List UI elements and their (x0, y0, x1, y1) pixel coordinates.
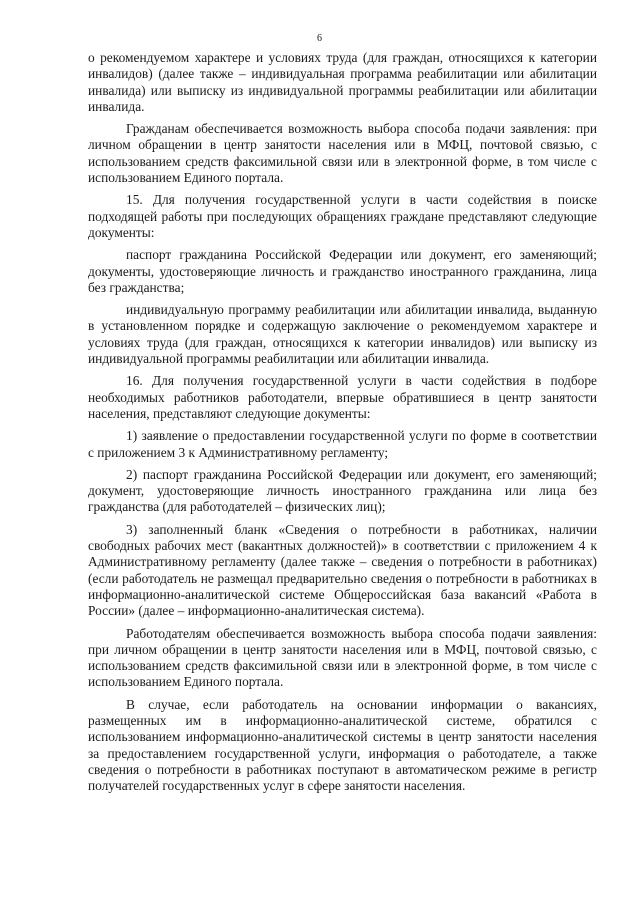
paragraph: 2) паспорт гражданина Российской Федерации или документ, его заменяющий; документ, удостоверяющие личность иностранного гражданина или лица без гражданства (для работодателей – физических лиц); (88, 466, 597, 515)
paragraph: о рекомендуемом характере и условиях труда (для граждан, относящихся к категории инвалидов) (далее также – индивидуальная программа реабилитации или абилитации инвалида) или выписку из индивидуальной программы реабилитации или абилитации инвалида. (88, 50, 597, 114)
paragraph: 16. Для получения государственной услуги в части содействия в подборе необходимых работников работодатели, впервые обратившиеся в центр занятости населения, представляют следующие документы: (88, 373, 597, 421)
paragraph: 1) заявление о предоставлении государственной услуги по форме в соответствии с приложением 3 к Административному регламенту; (88, 428, 597, 460)
paragraph: Гражданам обеспечивается возможность выбора способа подачи заявления: при личном обращении в центр занятости населения или в МФЦ, почтовой связью, с использованием средств факсимильной связи или в электронной форме, в том числе с использованием Единого портала. (88, 121, 597, 186)
page-body (88, 50, 597, 800)
paragraph: индивидуальную программу реабилитации или абилитации инвалида, выданную в установленном порядке и содержащую заключение о рекомендуемом характере и условиях труда (для граждан, относящихся к категории инвалидов) или выписку из индивидуальной программы реабилитации или абилитации инвалида. (88, 302, 597, 367)
paragraph: В случае, если работодатель на основании информации о вакансиях, размещенных им в информационно-аналитической системе, обратился с использованием информационно-аналитической системы в центр занятости населения за предоставлением государственной услуги, информация о работодателе, а также сведения о потребности в работниках поступают в автоматическом режиме в регистр получателей государственных услуг в сфере занятости населения. (88, 696, 597, 794)
paragraph: Работодателям обеспечивается возможность выбора способа подачи заявления: при личном обращении в центр занятости населения или в МФЦ, почтовой связью, с использованием средств факсимильной связи или в электронной форме, в том числе с использованием Единого портала. (88, 625, 597, 690)
paragraph: 15. Для получения государственной услуги в части содействия в поиске подходящей работы при последующих обращениях граждане представляют следующие документы: (88, 192, 597, 240)
page-number: 6 (317, 33, 322, 44)
paragraph: паспорт гражданина Российской Федерации или документ, его заменяющий; документы, удостоверяющие личность и гражданство иностранного гражданина, лица без гражданства; (88, 247, 597, 295)
paragraph: 3) заполненный бланк «Сведения о потребности в работниках, наличии свободных рабочих мест (вакантных должностей)» в соответствии с приложением 4 к Административному регламенту (далее также – сведения о потребности в работниках) (если работодатель не размещал предварительно сведения о потребности в работниках в информационно-аналитической системе Общероссийская база вакансий «Работа в России» (далее – информационно-аналитическая система). (88, 521, 597, 619)
